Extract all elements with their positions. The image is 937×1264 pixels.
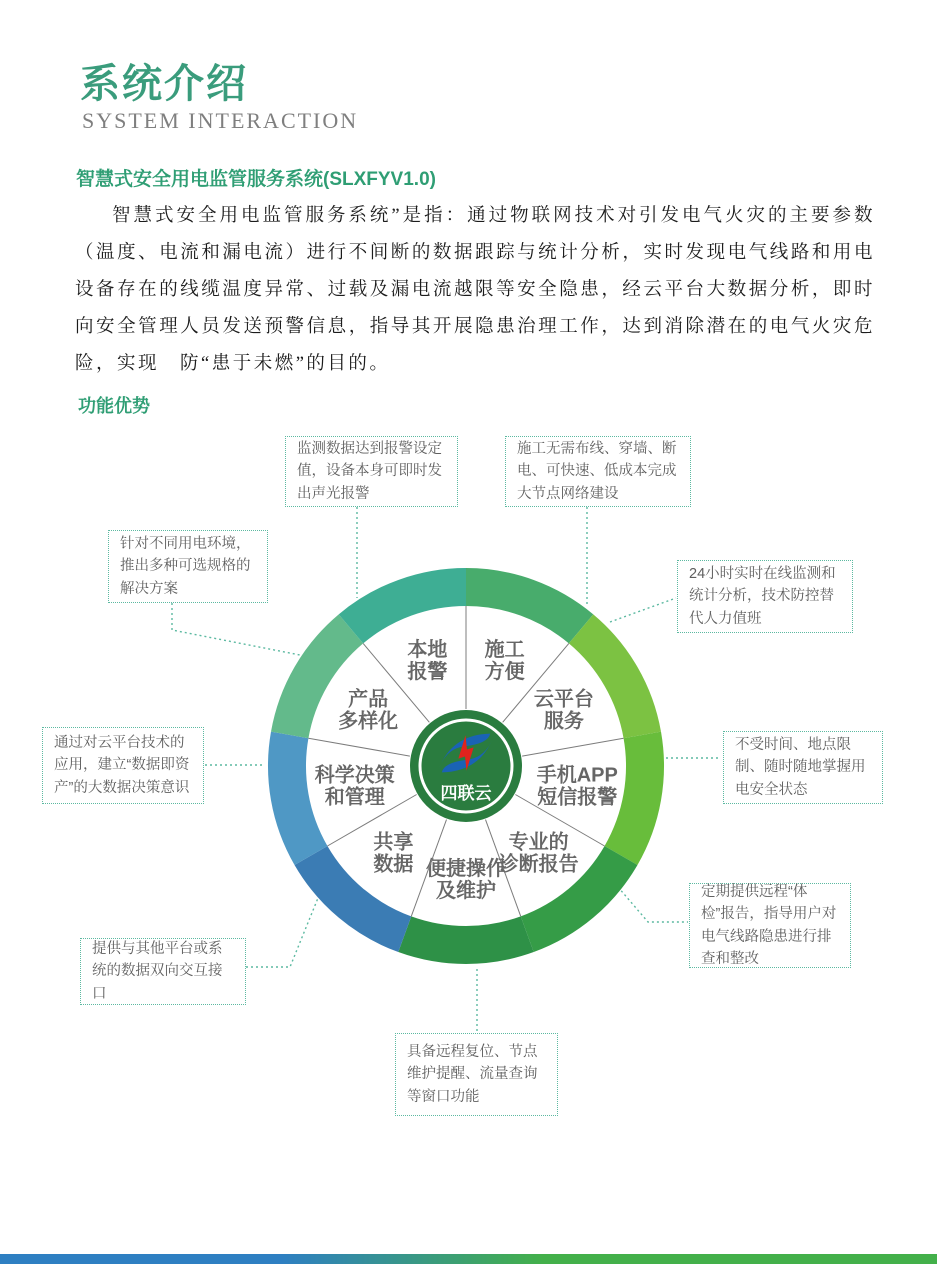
- wheel-label-6: 科学决策和管理: [314, 764, 395, 809]
- wheel-center-label: 四联云: [440, 784, 492, 803]
- sector-divider-7: [308, 738, 409, 756]
- system-heading: 智慧式安全用电监管服务系统(SLXFYV1.0): [76, 169, 436, 190]
- features-heading: 功能优势: [78, 396, 150, 416]
- wheel-segment-4: [398, 916, 533, 964]
- wheel-label-2: 手机APP 短信报警: [536, 764, 618, 809]
- callout-online-monitoring: 24小时实时在线监测和统计分析，技术防控替代人力值班: [677, 560, 853, 633]
- callout-big-data: 通过对云平台技术的应用，建立“数据即资产”的大数据决策意识: [42, 727, 204, 804]
- callout-monitor-alarm: 监测数据达到报警设定值，设备本身可即时发出声光报警: [285, 436, 458, 507]
- wheel-label-1: 云平台服务: [533, 688, 594, 733]
- wheel-segment-0: [466, 568, 593, 643]
- callout-remote-reset: 具备远程复位、节点维护提醒、流量查询等窗口功能: [395, 1033, 558, 1116]
- page-title: 系统介绍: [80, 62, 248, 106]
- wheel-segment-6: [268, 732, 327, 865]
- callout-remote-checkup: 定期提供远程“体检”报告，指导用户对电气线路隐患进行排查和整改: [689, 883, 851, 968]
- wheel-label-0: 施工方便: [484, 638, 525, 683]
- wheel-label-8: 本地报警: [407, 638, 448, 683]
- wheel-segment-8: [339, 568, 466, 643]
- wheel-label-7: 产品多样化: [338, 688, 399, 733]
- intro-paragraph: 智慧式安全用电监管服务系统”是指：通过物联网技术对引发电气火灾的主要参数（温度、电流和漏电流）进行不间断的数据跟踪与统计分析，实时发现电气线路和用电设备存在的线缆温度异常、过载及漏电流越限等安全隐患，经云平台大数据分析，即时向安全管理人员发送预警信息，指导其开展隐患治理工作，达到消除潜在的电气火灾危险，实现 防“患于未燃”的目的。: [75, 206, 875, 374]
- connector-remote-checkup: [618, 887, 688, 922]
- connector-data-interface: [246, 898, 318, 967]
- callout-anytime-access: 不受时间、地点限制、随时随地掌握用电安全状态: [723, 731, 883, 804]
- connector-custom-solutions: [172, 603, 300, 655]
- wheel-label-4: 便捷操作及维护: [426, 858, 506, 902]
- callout-easy-install: 施工无需布线、穿墙、断电、可快速、低成本完成大节点网络建设: [505, 436, 691, 507]
- callout-data-interface: 提供与其他平台或系统的数据双向交互接口: [80, 938, 246, 1005]
- features-diagram: [0, 430, 937, 1130]
- page-subtitle: SYSTEM INTERACTION: [82, 108, 359, 133]
- connector-online-monitoring: [610, 598, 676, 622]
- sector-divider-2: [522, 738, 623, 756]
- footer-gradient-bar: [0, 1254, 937, 1264]
- wheel-label-3: 专业的诊断报告: [498, 831, 579, 876]
- wheel-label-5: 共享数据: [373, 831, 414, 876]
- callout-custom-solutions: 针对不同用电环境，推出多种可选规格的解决方案: [108, 530, 268, 603]
